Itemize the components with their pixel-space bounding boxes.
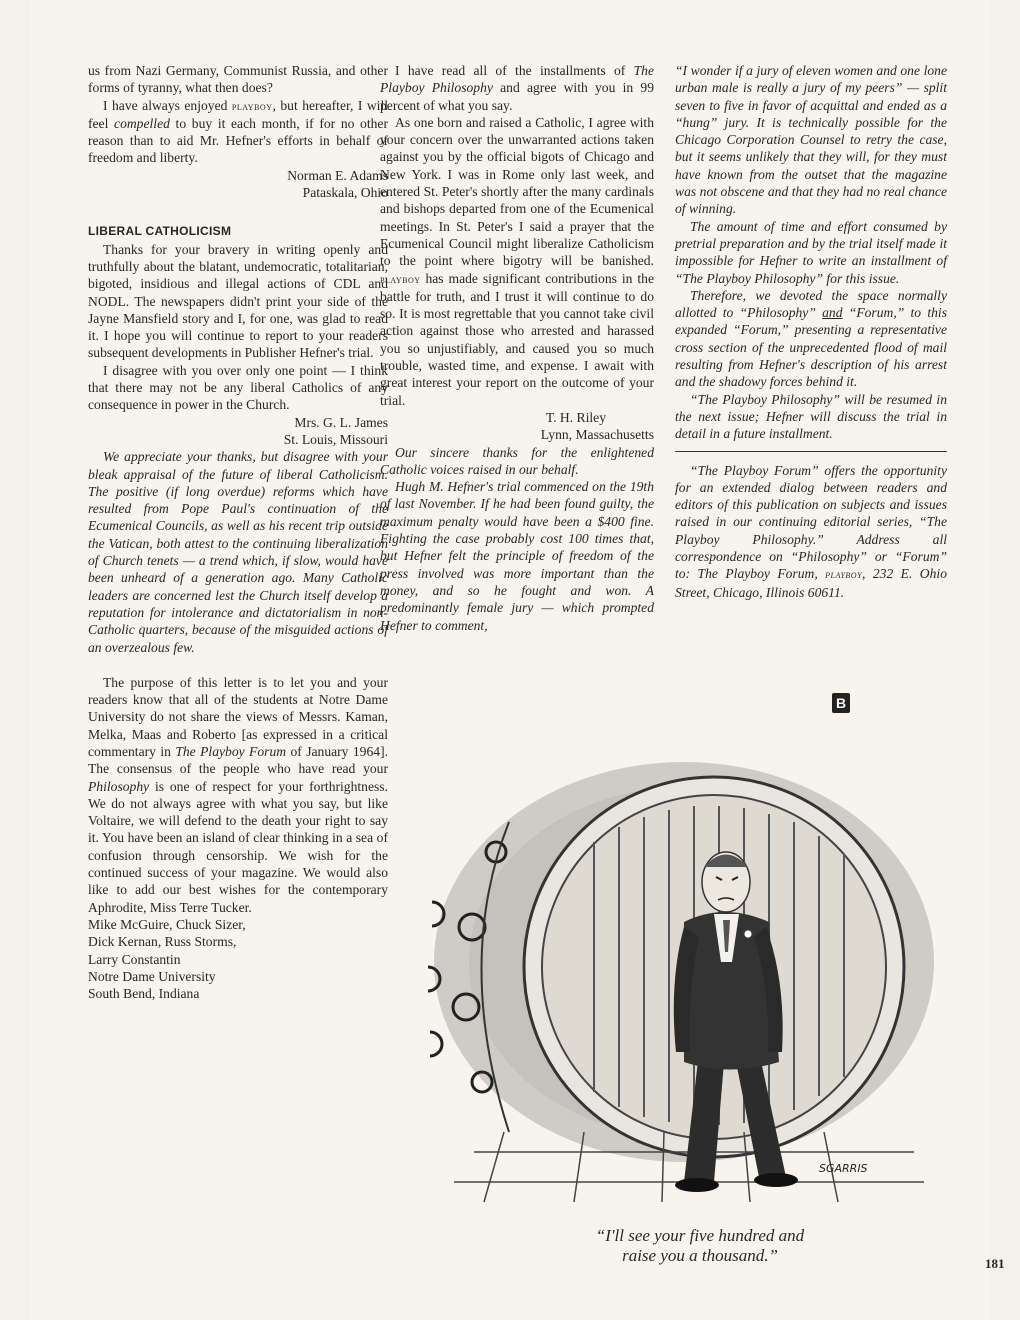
page-number: 181 xyxy=(985,1256,1005,1271)
letter-signature-name: Norman E. Adams xyxy=(287,167,388,183)
letter-text: I have read all of the installments of The Playboy Philosophy and agree with you in 99 percent of what you say. xyxy=(380,63,654,113)
letter-signature-name: T. H. Riley xyxy=(545,409,606,425)
column-left xyxy=(88,62,388,1002)
letter-text: I disagree with you over only one point — I think that there may not be any liberal Catholics of any consequence in power in the Church. xyxy=(88,362,388,413)
letter-text: Thanks for your bravery in writing openly and truthfully about the blatant, undemocratic, totalitarian, bigoted, insidious and illegal actions of CDL and NODL. The newspapers didn't print your side of the Jayne Mansfield story and I, for one, was glad to read it. I hope you will continue to report to your readers subsequent developments in Publisher Hefner's trial. xyxy=(88,241,388,361)
section-heading: LIBERAL CATHOLICISM xyxy=(88,224,232,239)
editor-reply: “The Playboy Philosophy” will be resumed in the next issue; Hefner will discuss the trial in detail in a future installment. xyxy=(675,391,947,442)
letter-text: I have always enjoyed playboy, but hereafter, I will feel compelled to buy it each month, if for no other reason than to aid Mr. Hefner's efforts in behalf of freedom and liberty. xyxy=(88,97,388,166)
letter-text: As one born and raised a Catholic, I agree with your concern over the unwarranted actions taken against you by the official bigots of Chicago and New York. I was in Rome only last week, and entered St. Peter's shortly after the many cardinals and bishops departed from one of the Ecumenical meetings. In St. Peter's I said a prayer that the Ecumenical Council might liberalize Catholicism to the point where bigotry will be banished. playboy has made significant contributions in the battle for truth, and I trust it will continue to do so. It is most regrettable that you cannot take civil action against those who arrested and harassed you so unjustifiably, and caused you so much trouble, wasted time, and expense. I await with great interest your report on the outcome of your trial. xyxy=(380,114,654,408)
caption-line: “I'll see your five hundred and xyxy=(595,1226,805,1245)
letter-text: us from Nazi Germany, Communist Russia, and other forms of tyranny, what then does? xyxy=(88,63,388,96)
cartoon-illustration xyxy=(414,762,934,1217)
letter-signature-place: Pataskala, Ohio xyxy=(302,185,388,201)
letter-signature-place: St. Louis, Missouri xyxy=(283,431,388,447)
editor-reply: Therefore, we devoted the space normally allotted to “Philosophy” and “Forum,” to this expanded “Forum,” presenting a representative cross section of the unprecedented flood of mail resulting from Hefner's description of his arrest and the shadowy forces behind it. xyxy=(675,287,947,390)
column-middle xyxy=(380,62,654,634)
editor-reply: We appreciate your thanks, but disagree with your bleak appraisal of the future of liberal Catholicism. The positive (if long overdue) reforms which have resulted from Pope Paul's continuation of the Ecumenical Councils, as well as his recent trip outside the Vatican, both attest to the continuing liberalization of Church tenets — a trend which, if slow, would have been unheard of a generation ago. Many Catholic leaders are concerned lest the Church itself develop a reputation for intolerance and dictatorialism in non-Catholic quarters, because of the misguided actions of an overzealous few. xyxy=(88,449,388,655)
artist-signature: SGARRIS xyxy=(819,1162,868,1175)
letter-signature-line: Dick Kernan, Russ Storms, xyxy=(88,934,237,950)
editor-reply: Our sincere thanks for the enlightened Catholic voices raised in our behalf. xyxy=(380,444,654,477)
letter-signature-name: Mrs. G. L. James xyxy=(294,414,388,430)
caption-line: raise you a thousand.” xyxy=(622,1246,778,1265)
svg-text:B: B xyxy=(835,695,847,711)
forum-note: “The Playboy Forum” offers the opportunity for an extended dialog between readers and editors of this publication on subjects and issues raised in our continuing editorial series, “The Playboy Philosophy.” Address all correspondence on “Philosophy” or “Forum” to: The Playboy Forum, playboy, 232 E. Ohio Street, Chicago, Illinois 60611. xyxy=(675,462,947,600)
playboy-logo-icon xyxy=(832,693,850,713)
magazine-page xyxy=(30,0,1005,1320)
cartoon-caption xyxy=(510,1226,890,1266)
editor-reply: Hugh M. Hefner's trial commenced on the 19th of last November. If he had been found guilty, the maximum penalty would have been a $400 fine. Fighting the case probably cost 100 times that, but Hefner felt the principle of freedom of the press involved was more important than the money, and so he fought and won. A predominantly female jury — which prompted Hefner to comment, xyxy=(380,479,654,633)
editor-reply: The amount of time and effort consumed by pretrial preparation and by the trial itself made it impossible for Hefner to write an installment of “The Playboy Philosophy” for this issue. xyxy=(675,218,947,286)
letter-signature-place: Lynn, Massachusetts xyxy=(540,427,654,443)
column-right xyxy=(675,62,947,601)
divider xyxy=(675,451,947,452)
editor-reply: “I wonder if a jury of eleven women and one lone urban male is really a jury of my peers” — split seven to five in favor of acquittal and ended as a “hung” jury. It is technically possible for the Chicago Corporation Counsel to retry the case, but it seems unlikely that they will, for they must have known from the outset that the magazine was not obscene and that they had no real chance of winning. xyxy=(675,63,947,217)
letter-signature-line: Mike McGuire, Chuck Sizer, xyxy=(88,916,246,932)
letter-signature-line: South Bend, Indiana xyxy=(88,986,200,1002)
letter-signature-line: Larry Constantin xyxy=(88,951,181,967)
letter-text: The purpose of this letter is to let you and your readers know that all of the students at Notre Dame University do not share the views of Messrs. Kaman, Melka, Maas and Roberto [as expressed in a critical commentary in The Playboy Forum of January 1964]. The consensus of the people who have read your Philosophy is one of respect for your forthrightness. We do not always agree with what you say, but like Voltaire, we will defend to the death your right to say it. You have been an island of clear thinking in a sea of confusion through censorship. We wish for the continued success of your magazine. We would also like to add our best wishes for the contemporary Aphrodite, Miss Terre Tucker. xyxy=(88,674,388,915)
letter-signature-line: Notre Dame University xyxy=(88,968,216,984)
